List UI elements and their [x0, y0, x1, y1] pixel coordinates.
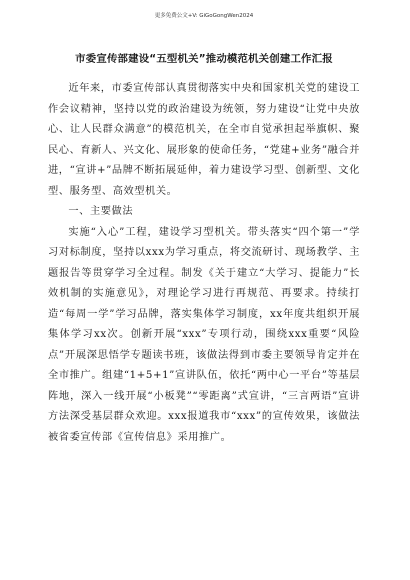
body-paragraph: 实施“入心”工程，建设学习型机关。带头落实“四个第一”学习对标制度，坚持以xxx为学习重点，将交流研讨、现场教学、主题报告等贯穿学习全过程。制发《关于建立“大学习、提能力”长效机制的实施意见》，对理论学习进行再规范、再要求。持续打造“每周一学”学习品牌，落实集体学习制度，xx年度共组织开展集体学习xx次。创新开展“xxx”专项行动，围绕xxx重要“风险点”开展深思悟学专题读书班，该做法得到市委主要领导肯定并在全市推广。组建“1+5+1”宣讲队伍，依托“两中心一平台”等基层阵地，深入一线开展“小板凳”“零距离”式宣讲，“三言两语”宣讲方法深受基层群众欢迎。xxx报道我市“xxx”的宣传效果，该做法被省委宣传部《宣传信息》采用推广。 — [48, 226, 360, 443]
document-title: 市委宣传部建设“五型机关”推动模范机关创建工作汇报 — [75, 53, 333, 65]
section-heading: 一、主要做法 — [68, 206, 134, 217]
intro-paragraph: 近年来，市委宣传部认真贯彻落实中央和国家机关党的建设工作会议精神，坚持以党的政治建设为统领，努力建设“让党中央放心、让人民群众满意”的模范机关，在全市自觉承担起举旗帜、聚民心、育新人、兴文化、展形象的使命任务，“党建+业务”融合并进，“宣讲+”品牌不断拓展延伸，着力建设学习型、创新型、文化型、服务型、高效型机关。 — [48, 83, 361, 197]
header-watermark: 更多免费公文+V: GiGoGongWen2024 — [154, 13, 254, 19]
